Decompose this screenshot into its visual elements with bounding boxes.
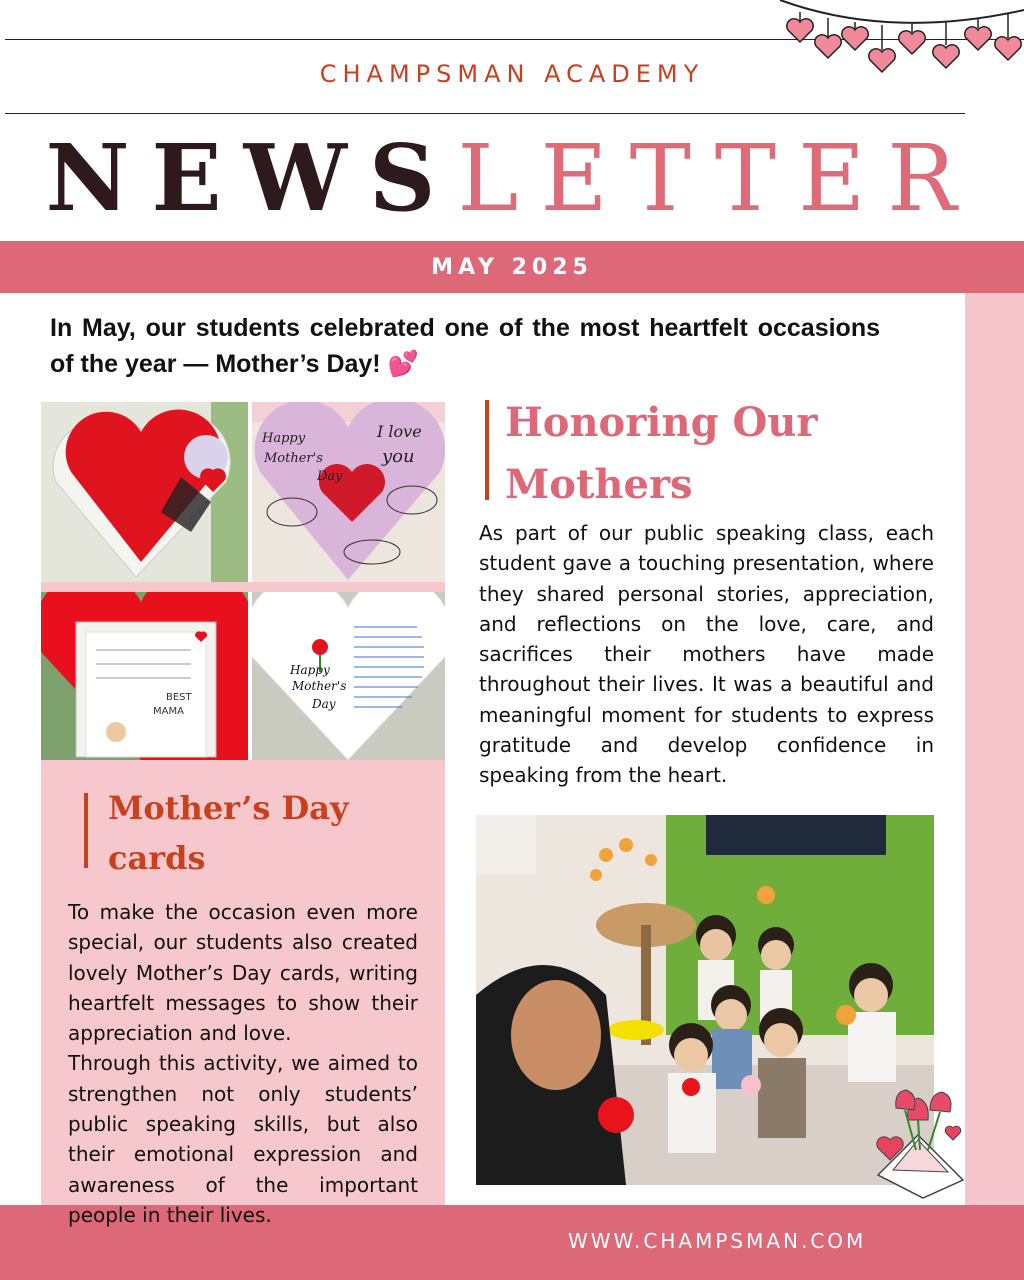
cards-body xyxy=(68,897,418,1230)
honoring-body: As part of our public speaking class, each student gave a touching presentation, where they shared personal stories, appreciation, and reflections on the love, care, and sacrifices their mothers have made throughout their lives. It was a beautiful and meaningful moment for students to express gratitude and develop confidence in speaking from the heart. xyxy=(479,521,934,788)
card2-day: Day xyxy=(317,469,343,484)
card-photo-purple-heart xyxy=(252,402,445,582)
website-url[interactable]: WWW.CHAMPSMAN.COM xyxy=(568,1229,867,1253)
two-hearts-icon: 💕 xyxy=(387,350,419,378)
card2-you: you xyxy=(382,446,415,467)
group-photo xyxy=(476,815,934,1185)
academy-name: CHAMPSMAN ACADEMY xyxy=(319,60,705,88)
honoring-accent-bar xyxy=(485,400,489,500)
issue-date: MAY 2025 xyxy=(431,255,593,280)
intro-paragraph xyxy=(50,310,880,382)
newsletter-masthead xyxy=(0,124,1024,232)
card4-mothers: Mother's xyxy=(292,679,347,693)
card2-happy: Happy xyxy=(262,431,306,446)
honoring-title: Honoring Our Mothers xyxy=(505,399,818,508)
masthead-news: NEWS xyxy=(45,124,458,232)
intro-text: In May, our students celebrated one of the most heartfelt occasions of the year — Mother’s Day! xyxy=(50,314,880,378)
card3-mama: MAMA xyxy=(153,706,184,717)
cards-accent-bar xyxy=(84,793,88,868)
right-decor-strip xyxy=(965,293,1024,1280)
card4-day: Day xyxy=(312,697,336,711)
card2-mothers: Mother's xyxy=(264,451,323,466)
card-photo-red-heart xyxy=(41,402,248,582)
cards-title: Mother’s Day cards xyxy=(108,789,349,877)
card2-i-love: I love xyxy=(377,422,422,441)
card-photo-white-heart xyxy=(252,592,445,760)
photo-grid-gap xyxy=(41,582,445,592)
bouquet-sticker-icon xyxy=(868,1080,973,1200)
masthead-letter: LETTER xyxy=(457,125,979,232)
cards-body-paragraph-2: Through this activity, we aimed to strengthen not only students’ public speaking skills, but also their emotional expression and awareness of the important people in their lives. xyxy=(68,1051,418,1227)
card4-happy: Happy xyxy=(290,663,330,677)
cards-body-paragraph-1: To make the occasion even more special, our students also created lovely Mother’s Day cards, writing heartfelt messages to show their appreciation and love. xyxy=(68,900,418,1046)
header-rule xyxy=(5,113,965,114)
card3-best: BEST xyxy=(166,692,192,703)
card-photo-red-frame xyxy=(41,592,248,760)
